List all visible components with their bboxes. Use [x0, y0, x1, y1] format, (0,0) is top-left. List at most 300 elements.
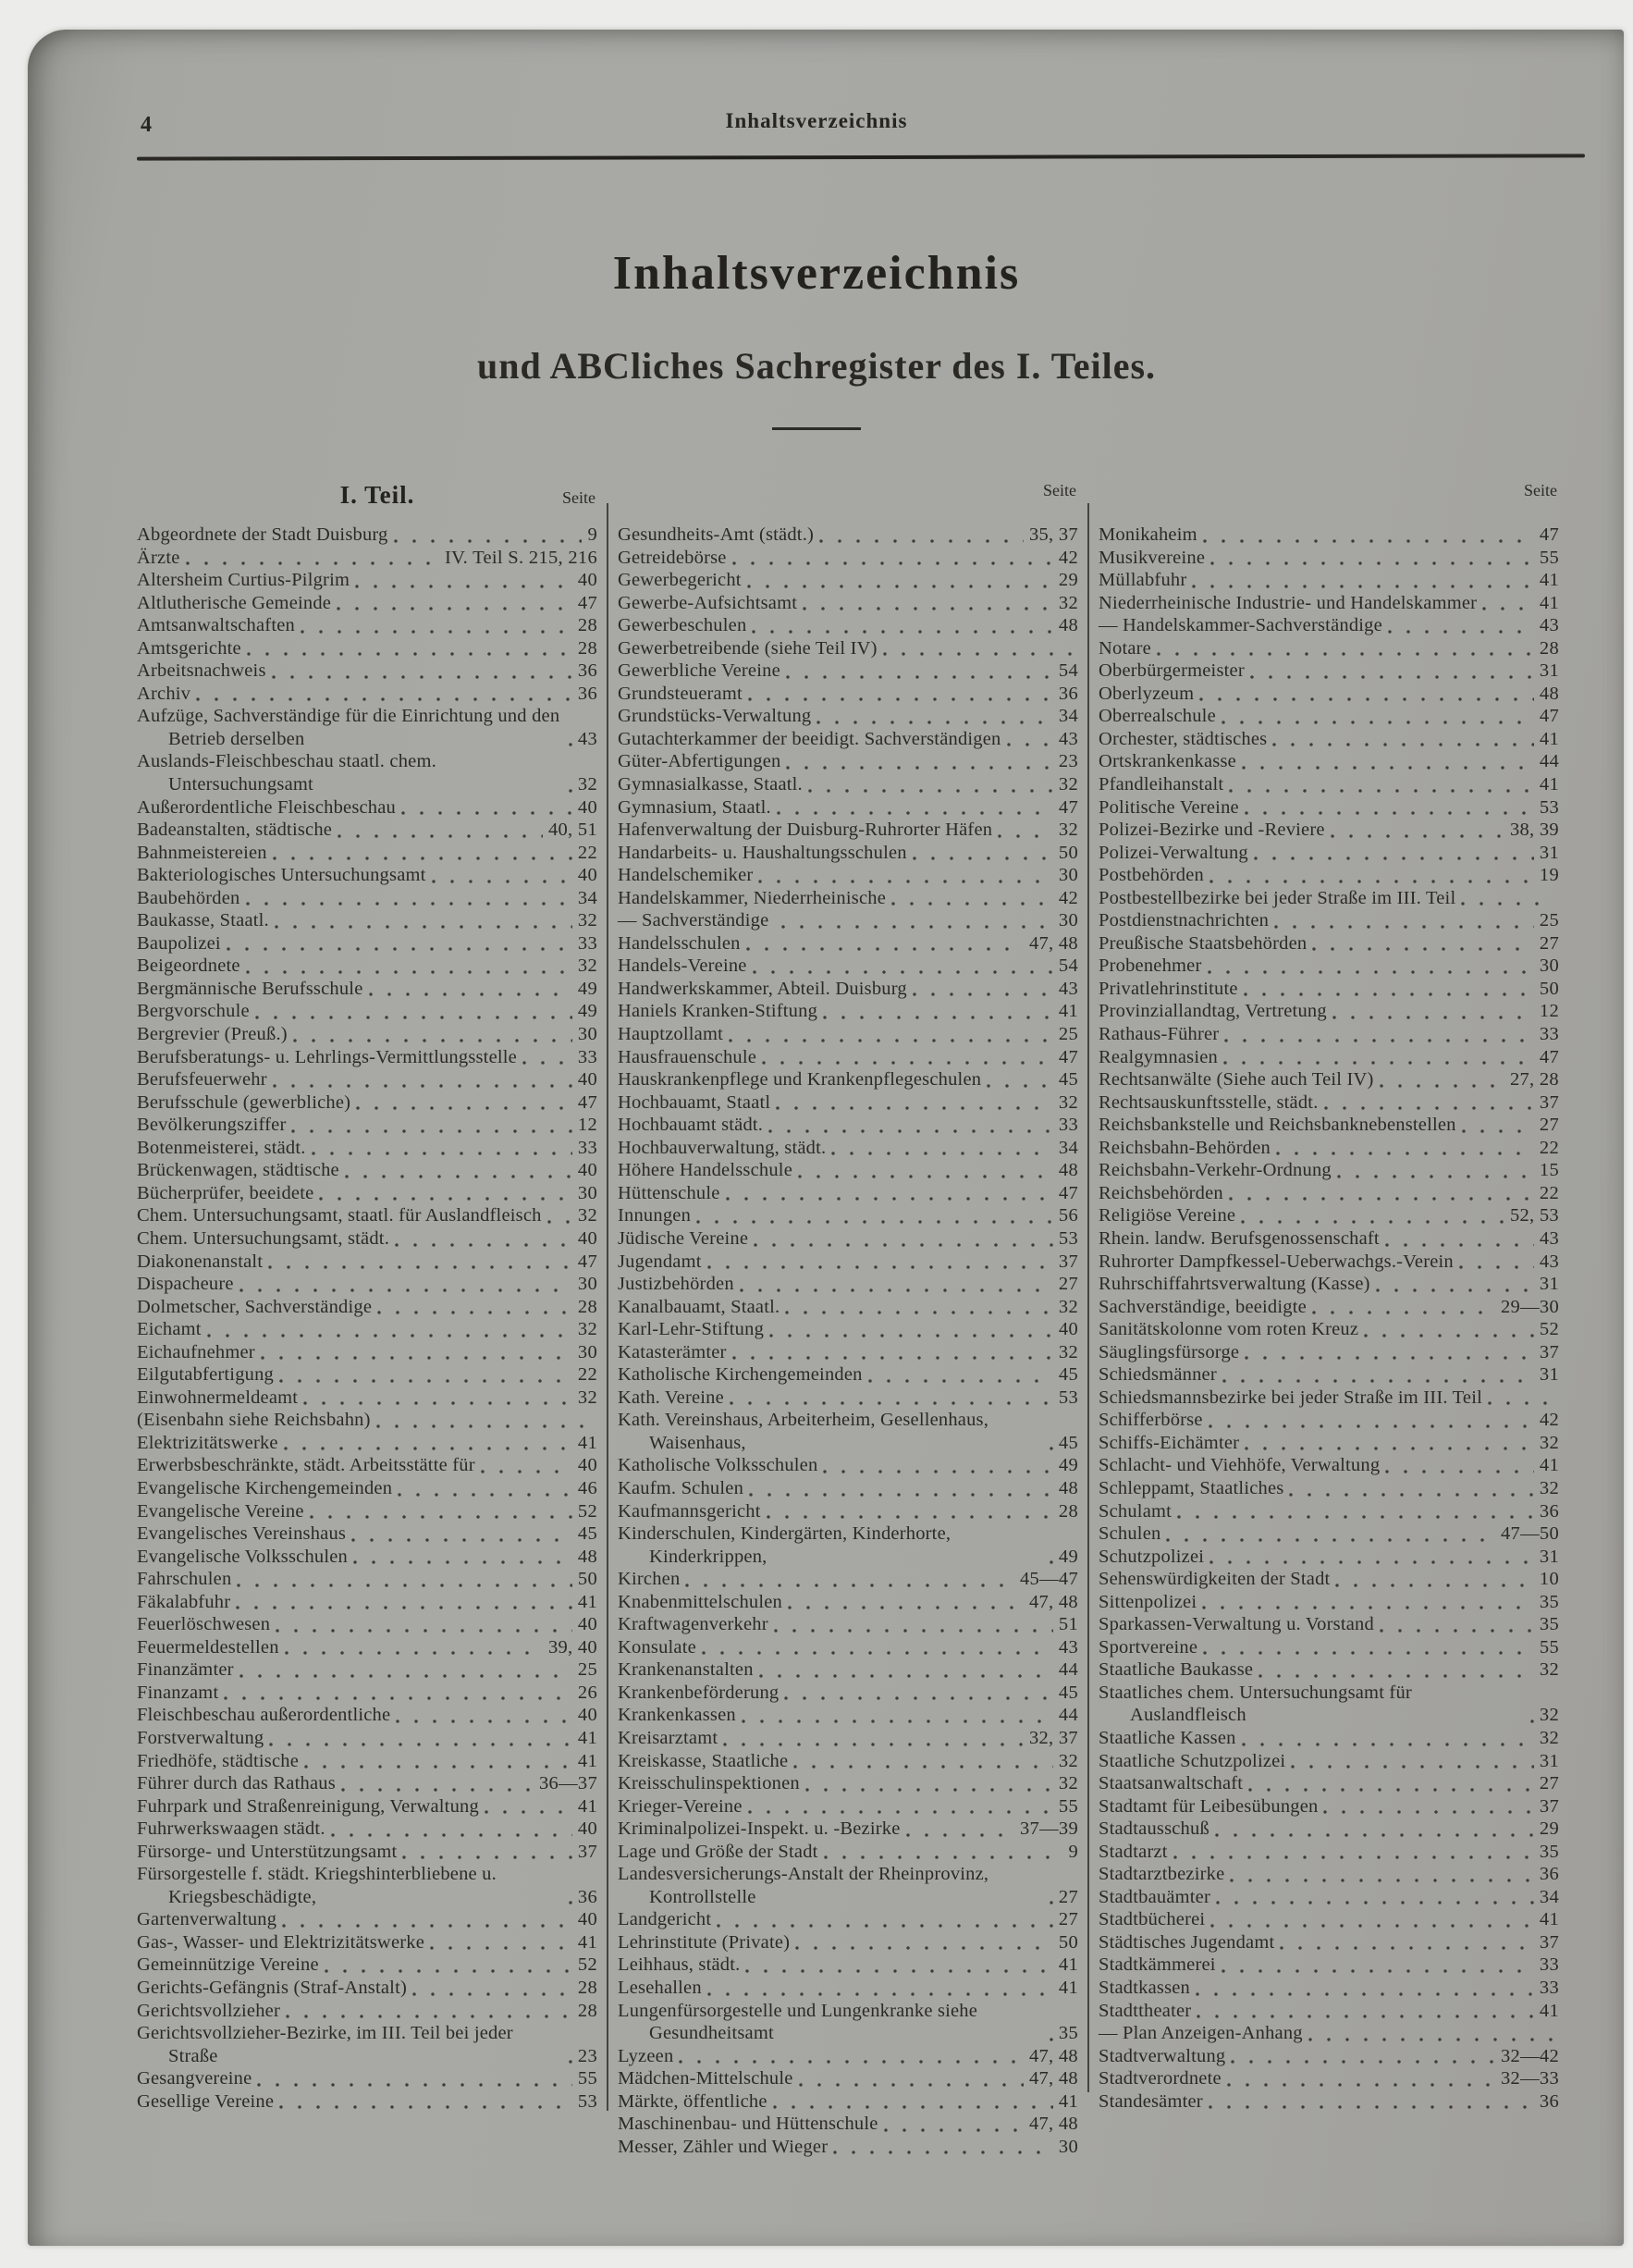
index-entry — [1099, 1318, 1559, 1341]
index-entry — [137, 1159, 597, 1182]
dot-leader — [797, 613, 1059, 614]
entry-page: 34 — [577, 887, 597, 908]
entry-term: Berufsschule (gewerbliche) — [137, 1091, 351, 1113]
entry-term: Lungenfürsorgestelle und Lungenkranke siehe Gesundheitsamt — [618, 2000, 978, 2044]
entry-page: 53 — [1058, 1387, 1078, 1408]
index-entry — [137, 1341, 597, 1364]
dot-leader — [270, 1635, 578, 1636]
dot-leader — [274, 1386, 578, 1387]
index-entry — [618, 909, 1078, 932]
entry-term: Kraftwagenverkehr — [618, 1614, 768, 1635]
entry-page: 55 — [1539, 1636, 1559, 1658]
entry-term: Amtsanwaltschaften — [137, 615, 295, 636]
index-entry — [618, 2067, 1078, 2090]
index-entry — [618, 1296, 1078, 1319]
entry-term: Staatliche Baukasse — [1099, 1659, 1254, 1681]
entry-term: Stadtkämmerei — [1099, 1954, 1216, 1976]
index-entry — [1099, 1114, 1559, 1137]
entry-page: 36 — [577, 1886, 597, 1907]
index-entry — [618, 1750, 1078, 1773]
dot-leader — [1455, 908, 1559, 909]
dot-leader — [1239, 1453, 1540, 1454]
entry-term: Dolmetscher, Sachverständige — [137, 1296, 373, 1317]
entry-page: 40 — [577, 1069, 597, 1091]
entry-term: Schulen — [1099, 1523, 1161, 1545]
entry-term: Elektrizitätswerke — [137, 1432, 278, 1453]
index-entry — [137, 1591, 597, 1614]
dot-leader — [234, 1295, 578, 1296]
entry-page: 29—30 — [1501, 1296, 1559, 1317]
dot-leader — [1319, 1113, 1540, 1114]
entry-term: Chem. Untersuchungsamt, staatl. für Auslandfleisch — [137, 1205, 542, 1226]
dot-leader — [1044, 1567, 1059, 1568]
index-entry — [618, 1137, 1078, 1160]
dot-leader — [1197, 546, 1540, 547]
index-entry — [618, 773, 1078, 796]
entry-term: Kath. Vereine — [618, 1387, 724, 1408]
dot-leader — [348, 1567, 578, 1568]
index-entry — [618, 659, 1078, 683]
entry-term: Diakonenanstalt — [137, 1251, 264, 1272]
dot-leader — [1190, 1999, 1540, 2000]
index-entry — [1099, 1204, 1559, 1227]
entry-page: 55 — [577, 2068, 597, 2089]
index-entry — [1099, 955, 1559, 978]
entry-term: Dispacheure — [137, 1274, 234, 1295]
entry-page: 52 — [577, 1500, 597, 1522]
entry-term: Lesehallen — [618, 1978, 702, 1998]
dot-leader — [350, 1113, 578, 1114]
entry-term: Baubehörden — [137, 887, 240, 908]
index-entry — [1099, 2022, 1559, 2045]
dot-leader — [1044, 1907, 1059, 1908]
entry-term: Politische Vereine — [1099, 796, 1239, 818]
index-entry — [1099, 887, 1559, 910]
entry-page: 9 — [587, 524, 597, 545]
dot-leader — [680, 1590, 1020, 1591]
entry-page: 35 — [1539, 1841, 1559, 1862]
dot-leader — [1203, 1431, 1540, 1432]
dot-leader — [702, 1999, 1059, 2000]
entry-term: Polizei-Verwaltung — [1099, 842, 1248, 863]
entry-page: 31 — [1539, 1546, 1559, 1567]
dot-leader — [727, 568, 1059, 569]
index-entry — [618, 683, 1078, 706]
index-entry — [618, 955, 1078, 978]
entry-term: Lage und Größe der Stadt — [618, 1841, 818, 1862]
entry-page: 25 — [1539, 910, 1559, 931]
index-entry — [1099, 1477, 1559, 1500]
dot-leader — [424, 1953, 578, 1954]
entry-page: 28 — [577, 2000, 597, 2021]
dot-leader — [1239, 818, 1540, 819]
dot-leader — [747, 977, 1059, 978]
entry-term: Hochbauamt städt. — [618, 1115, 764, 1136]
dot-leader — [673, 2066, 1029, 2067]
entry-term: Schlacht- und Viehhöfe, Verwaltung — [1099, 1455, 1381, 1476]
entry-page: 47 — [1539, 706, 1559, 727]
index-entry — [1099, 683, 1559, 706]
dot-leader — [782, 1612, 1029, 1613]
index-entry — [618, 1227, 1078, 1251]
index-entry — [137, 1568, 597, 1591]
index-entry — [137, 524, 597, 547]
entry-page: 50 — [1539, 978, 1559, 999]
dot-leader — [1219, 1045, 1540, 1046]
entry-page: 32 — [577, 1387, 597, 1408]
entry-page: 50 — [577, 1569, 597, 1590]
index-entry — [1099, 592, 1559, 615]
index-entry — [137, 2000, 597, 2023]
dot-leader — [336, 1794, 539, 1795]
entry-term: Säuglingsfürsorge — [1099, 1341, 1240, 1362]
entry-term: Handarbeits- u. Haushaltungsschulen — [618, 842, 907, 863]
index-entry — [137, 1227, 597, 1251]
entry-page: 50 — [1058, 842, 1078, 863]
index-entry — [618, 1863, 1078, 1908]
entry-page: 47, 48 — [1028, 2068, 1078, 2089]
dot-leader — [274, 2112, 578, 2113]
entry-term: Finanzämter — [137, 1659, 234, 1681]
dot-leader — [901, 1840, 1021, 1841]
dot-leader — [1044, 2044, 1059, 2045]
dot-leader — [743, 1499, 1059, 1500]
entry-page: 27 — [1539, 932, 1559, 954]
index-entry — [618, 1568, 1078, 1591]
entry-page: 48 — [577, 1546, 597, 1567]
entry-page: 49 — [577, 978, 597, 999]
entry-page: 40 — [577, 570, 597, 591]
entry-page: 41 — [1539, 1455, 1559, 1476]
entry-term: Oberlyzeum — [1099, 683, 1195, 704]
column-divider-1 — [607, 503, 608, 2111]
index-entry — [1099, 547, 1559, 570]
entry-term: Forstverwaltung — [137, 1727, 264, 1748]
dot-leader — [350, 591, 578, 592]
entry-page: 34 — [1058, 1137, 1078, 1158]
entry-page: 44 — [1539, 751, 1559, 772]
index-entry — [137, 1658, 597, 1682]
entry-page: 36—37 — [539, 1773, 597, 1794]
entry-term: Baukasse, Staatl. — [137, 910, 269, 931]
entry-term: Berufsberatungs- u. Lehrlings-Vermittlungsstelle — [137, 1046, 517, 1067]
entry-page: 36 — [1539, 2090, 1559, 2112]
entry-term: Sehenswürdigkeiten der Stadt — [1099, 1569, 1331, 1590]
dot-leader — [1370, 1295, 1540, 1296]
dot-leader — [1222, 2089, 1501, 2090]
index-entry — [137, 1363, 597, 1387]
entry-page: 41 — [1058, 1954, 1078, 1976]
entry-page: 32—33 — [1501, 2068, 1559, 2089]
dot-leader — [563, 795, 578, 796]
entry-page: 28 — [577, 1296, 597, 1317]
index-entry — [137, 1114, 597, 1137]
entry-term: Kreiskasse, Staatliche — [618, 1750, 789, 1771]
entry-page: 31 — [1539, 1750, 1559, 1771]
index-entry — [1099, 1591, 1559, 1614]
index-entry — [1099, 1137, 1559, 1160]
dot-leader — [392, 1499, 578, 1500]
entry-page: 41 — [1539, 592, 1559, 613]
running-header — [0, 100, 1633, 137]
dot-leader — [280, 2021, 578, 2022]
dot-leader — [1217, 1386, 1540, 1387]
dot-leader — [1283, 1499, 1539, 1500]
dot-leader — [1186, 591, 1540, 592]
dot-leader — [230, 1612, 578, 1613]
index-entry — [1099, 1636, 1559, 1659]
index-entry — [618, 2045, 1078, 2068]
dot-leader — [1191, 2021, 1540, 2022]
index-entry — [137, 2067, 597, 2090]
index-entry — [618, 819, 1078, 842]
entry-page: 47, 48 — [1028, 932, 1078, 954]
entry-page: 43 — [1539, 615, 1559, 636]
index-entry — [618, 1591, 1078, 1614]
entry-page: 37 — [1539, 1795, 1559, 1817]
dot-leader — [907, 863, 1059, 864]
entry-term: Arbeitsnachweis — [137, 660, 266, 682]
dot-leader — [768, 1635, 1059, 1636]
entry-page: 40 — [577, 1818, 597, 1840]
entry-page: 41 — [1058, 2090, 1078, 2112]
dot-leader — [331, 613, 578, 614]
index-entry — [137, 1137, 597, 1160]
dot-leader — [803, 795, 1059, 796]
entry-term: Schiffs-Eichämter — [1099, 1432, 1240, 1453]
index-entry — [137, 864, 597, 887]
index-entry — [137, 1046, 597, 1069]
entry-page: 41 — [577, 1795, 597, 1817]
dot-leader — [1330, 1590, 1539, 1591]
index-entry — [137, 2022, 597, 2067]
dot-leader — [1218, 1067, 1540, 1068]
entry-page: 25 — [1058, 1024, 1078, 1045]
index-entry — [1099, 750, 1559, 773]
entry-page: 47 — [577, 1091, 597, 1113]
entry-term: Höhere Handelsschule — [618, 1160, 793, 1181]
index-entry — [1099, 796, 1559, 820]
entry-term: Botenmeisterei, städt. — [137, 1137, 306, 1158]
index-entry — [137, 592, 597, 615]
index-entry — [618, 1795, 1078, 1818]
entry-page: 32 — [1058, 592, 1078, 613]
entry-term: Konsulate — [618, 1636, 696, 1658]
dot-leader — [396, 818, 578, 819]
entry-term: Gewerbe-Aufsichtsamt — [618, 592, 798, 613]
index-entry — [137, 1636, 597, 1659]
entry-term: Sachverständige, beeidigte — [1099, 1296, 1307, 1317]
entry-page: 54 — [1058, 955, 1078, 977]
dot-leader — [720, 1203, 1059, 1204]
entry-term: Krankenanstalten — [618, 1659, 754, 1681]
index-entry — [137, 909, 597, 932]
index-entry — [618, 1954, 1078, 1977]
entry-term: Stadtarzt — [1099, 1841, 1168, 1862]
entry-page: 30 — [577, 1274, 597, 1295]
entry-term: Reichsbahn-Verkehr-Ordnung — [1099, 1160, 1332, 1181]
index-entry — [618, 569, 1078, 592]
entry-page: 41 — [577, 1727, 597, 1748]
entry-term: Beigeordnete — [137, 955, 240, 977]
index-entry — [137, 1931, 597, 1954]
index-entry — [1099, 1682, 1559, 1727]
entry-term: Fuhrpark und Straßenreinigung, Verwaltung — [137, 1795, 479, 1817]
entry-page: 47 — [1058, 796, 1078, 818]
index-entry — [618, 1318, 1078, 1341]
entry-term: Gutachterkammer der beeidigt. Sachverständigen — [618, 728, 1001, 749]
entry-page: 37—39 — [1020, 1818, 1078, 1840]
dot-leader — [814, 546, 1029, 547]
dot-leader — [1248, 863, 1540, 864]
dot-leader — [332, 841, 548, 842]
entry-term: Rhein. landw. Berufsgenossenschaft — [1099, 1227, 1380, 1249]
entry-term: Stadtarztbezirke — [1099, 1864, 1225, 1885]
index-entry — [1099, 1954, 1559, 1977]
entry-term: Messer, Zähler und Wieger — [618, 2136, 829, 2157]
entry-term: Polizei-Bezirke und -Reviere — [1099, 820, 1325, 841]
dot-leader — [780, 772, 1058, 773]
entry-page: 43 — [1058, 1636, 1078, 1658]
index-entry — [618, 842, 1078, 865]
index-entry — [618, 1068, 1078, 1091]
entry-term: Probenehmer — [1099, 955, 1202, 977]
index-entry — [618, 637, 1078, 660]
dot-leader — [255, 1362, 578, 1363]
entry-page: 39, 40 — [547, 1636, 597, 1658]
entry-page: 41 — [1539, 728, 1559, 749]
entry-page: 28 — [1539, 637, 1559, 659]
entry-term: Getreidebörse — [618, 547, 727, 568]
index-entry — [1099, 1613, 1559, 1636]
entry-page: 52 — [577, 1954, 597, 1976]
entry-page: 35, 37 — [1028, 524, 1078, 545]
entry-term: Bergvorschule — [137, 1001, 250, 1022]
entry-term: — Plan Anzeigen-Anhang — [1099, 2023, 1303, 2044]
entry-page: 34 — [1058, 706, 1078, 727]
entry-term: Leihhaus, städt. — [618, 1954, 741, 1976]
seite-label: Seite — [1043, 481, 1076, 499]
dot-leader — [1327, 1022, 1540, 1023]
index-entry — [137, 569, 597, 592]
entry-term: Bakteriologisches Untersuchungsamt — [137, 865, 426, 886]
entry-page: 40 — [577, 1455, 597, 1476]
entry-term: Fahrschulen — [137, 1569, 232, 1590]
entry-page: 28 — [577, 1978, 597, 1998]
dot-leader — [1223, 1203, 1540, 1204]
entry-term: Schulamt — [1099, 1500, 1173, 1522]
dot-leader — [190, 704, 578, 705]
index-entry — [1099, 2000, 1559, 2023]
index-entry — [1099, 1931, 1559, 1954]
dot-leader — [886, 908, 1059, 909]
entry-page: 43 — [1539, 1227, 1559, 1249]
index-entry — [137, 1454, 597, 1477]
entry-page: 27 — [1539, 1773, 1559, 1794]
dot-leader — [863, 1386, 1059, 1387]
dot-leader — [231, 1590, 577, 1591]
entry-term: Gymnasium, Staatl. — [618, 796, 771, 818]
entry-page: 49 — [577, 1001, 597, 1022]
entry-page: 43 — [577, 728, 597, 749]
entry-term: Chem. Untersuchungsamt, städt. — [137, 1227, 390, 1249]
entry-term: Sittenpolizei — [1099, 1591, 1197, 1612]
index-entry — [618, 728, 1078, 751]
entry-term: Fleischbeschau außerordentliche — [137, 1705, 391, 1726]
entry-term: Altersheim Curtius-Pilgrim — [137, 570, 350, 591]
entry-page: 25 — [577, 1659, 597, 1681]
dot-leader — [776, 931, 1059, 932]
entry-term: Märkte, öffentliche — [618, 2090, 767, 2112]
entry-term: Außerordentliche Fleischbeschau — [137, 796, 397, 818]
index-entry — [1099, 1886, 1559, 1909]
dot-leader — [1197, 1612, 1540, 1613]
dot-leader — [1380, 1250, 1540, 1251]
dot-leader — [1209, 1840, 1540, 1841]
entry-page: 37 — [1058, 1251, 1078, 1272]
dot-leader — [389, 1250, 578, 1251]
entry-term: Archiv — [137, 683, 191, 704]
entry-term: Stadtverordnete — [1099, 2068, 1222, 2089]
entry-page: 37 — [1539, 1931, 1559, 1953]
entry-term: Evangelische Volksschulen — [137, 1546, 348, 1567]
entry-page: 32 — [1058, 1091, 1078, 1113]
index-entry — [137, 932, 597, 955]
dot-leader — [1210, 1907, 1540, 1908]
entry-term: Hüttenschule — [618, 1182, 720, 1203]
entry-term: Evangelische Vereine — [137, 1500, 304, 1522]
entry-page: 47, 48 — [1028, 2045, 1078, 2066]
entry-page: 32 — [1058, 1296, 1078, 1317]
index-entry — [137, 1068, 597, 1091]
entry-page: 32 — [577, 1205, 597, 1226]
dot-leader — [180, 568, 445, 569]
index-entry — [1099, 1568, 1559, 1591]
dot-leader — [1380, 1476, 1540, 1477]
index-entry — [137, 1750, 597, 1773]
entry-page: 33 — [1539, 1954, 1559, 1976]
entry-page: 36 — [1539, 1500, 1559, 1522]
entry-term: Gerichtsvollzieher — [137, 2000, 281, 2021]
dot-leader — [286, 1136, 577, 1137]
entry-term: Kinderschulen, Kindergärten, Kinderhorte, Kinderkrippen, — [618, 1523, 952, 1567]
index-entry — [137, 1908, 597, 1931]
dot-leader — [240, 977, 578, 978]
entry-page: 26 — [577, 1682, 597, 1703]
entry-term: Lehrinstitute (Private) — [618, 1931, 791, 1953]
entry-term: Oberbürgermeister — [1099, 660, 1245, 682]
entry-page: 47 — [1058, 1182, 1078, 1203]
index-entry — [137, 1409, 597, 1432]
dot-leader — [1238, 999, 1540, 1000]
dot-leader — [764, 1340, 1059, 1341]
index-entry — [618, 1273, 1078, 1296]
dot-leader — [743, 1817, 1059, 1818]
entry-page: 44 — [1058, 1659, 1078, 1681]
entry-term: Schleppamt, Staatliches — [1099, 1477, 1284, 1498]
dot-leader — [1332, 1181, 1540, 1182]
dot-leader — [1318, 1817, 1539, 1818]
entry-page: 44 — [1058, 1705, 1078, 1726]
column-3-header — [1099, 481, 1559, 524]
entry-page: 56 — [1058, 1205, 1078, 1226]
entry-page: 53 — [1539, 796, 1559, 818]
index-entry — [618, 1658, 1078, 1682]
index-entry — [618, 750, 1078, 773]
entry-page: 12 — [1539, 1001, 1559, 1022]
dot-leader — [741, 954, 1029, 955]
dot-leader — [372, 1317, 578, 1318]
